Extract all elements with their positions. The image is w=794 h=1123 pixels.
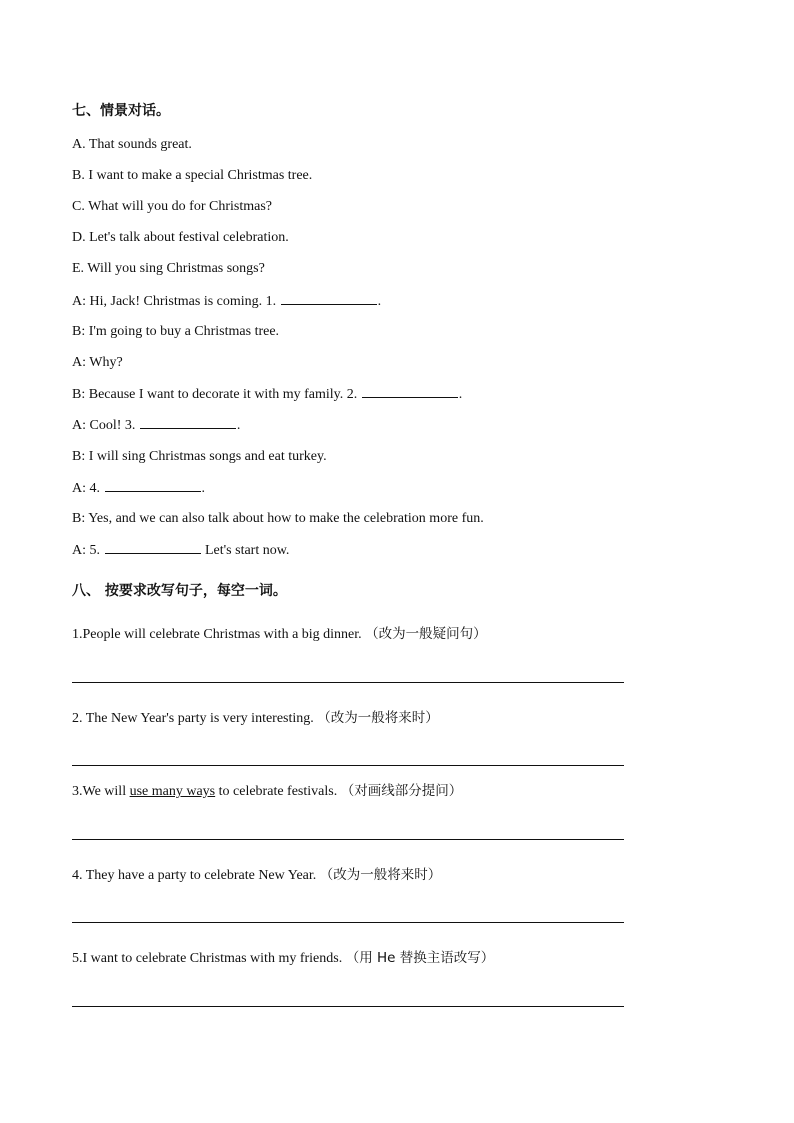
question-5-text: 5.I want to celebrate Christmas with my friends. <box>72 951 346 966</box>
question-2-note: （改为一般将来时） <box>317 710 439 726</box>
question-4-text: 4. They have a party to celebrate New Year. <box>72 868 320 883</box>
dialogue-line-4 <box>72 385 462 404</box>
question-4 <box>72 866 441 885</box>
question-3 <box>72 782 462 801</box>
dialogue-line-7 <box>72 479 205 498</box>
option-a: A. That sounds great. <box>72 137 192 152</box>
dialogue-line-5-end: . <box>236 418 241 433</box>
answer-line-1[interactable] <box>72 682 624 683</box>
question-3-note: （对画线部分提问） <box>340 783 463 799</box>
section-8-title: 八、 按要求改写句子，每空一词。 <box>72 583 287 599</box>
question-1-note: （改为一般疑问句） <box>365 626 487 642</box>
question-3-text-end: to celebrate festivals. <box>215 784 341 799</box>
question-4-note: （改为一般将来时） <box>319 867 442 883</box>
question-5-note: （用 He 替换主语改写） <box>345 950 495 966</box>
dialogue-line-1-end: . <box>377 294 382 309</box>
option-b: B. I want to make a special Christmas tree. <box>72 168 313 183</box>
blank-1[interactable] <box>281 292 377 305</box>
question-2-text: 2. The New Year's party is very interesting. <box>72 711 318 726</box>
dialogue-line-9-text: A: 5. <box>72 543 100 558</box>
question-3-underlined: use many ways <box>129 784 216 799</box>
question-5 <box>72 949 494 968</box>
option-e: E. Will you sing Christmas songs? <box>72 261 265 276</box>
dialogue-line-5 <box>72 416 240 435</box>
question-2 <box>72 709 439 728</box>
section-7-title: 七、情景对话。 <box>72 103 170 119</box>
dialogue-line-7-end: . <box>201 481 205 496</box>
dialogue-line-1-text: A: Hi, Jack! Christmas is coming. 1. <box>72 294 277 309</box>
question-3-text-start: 3.We will <box>72 784 130 799</box>
dialogue-line-5-text: A: Cool! 3. <box>72 418 136 433</box>
question-1-text: 1.People will celebrate Christmas with a big dinner. <box>72 627 366 642</box>
answer-line-4[interactable] <box>72 922 624 923</box>
blank-4[interactable] <box>105 479 201 492</box>
answer-line-2[interactable] <box>72 765 624 766</box>
dialogue-line-4-end: . <box>458 387 463 402</box>
dialogue-line-9 <box>72 541 289 560</box>
dialogue-line-2: B: I'm going to buy a Christmas tree. <box>72 324 280 339</box>
blank-2[interactable] <box>362 385 458 398</box>
blank-3[interactable] <box>140 416 236 429</box>
answer-line-5[interactable] <box>72 1006 624 1007</box>
dialogue-line-8: B: Yes, and we can also talk about how to make the celebration more fun. <box>72 511 484 526</box>
dialogue-line-1 <box>72 292 381 311</box>
question-1 <box>72 625 487 644</box>
blank-5[interactable] <box>105 541 201 554</box>
dialogue-line-7-text: A: 4. <box>72 481 100 496</box>
dialogue-line-3: A: Why? <box>72 355 123 370</box>
dialogue-line-9-end: Let's start now. <box>205 543 290 558</box>
option-d: D. Let's talk about festival celebration. <box>72 230 289 245</box>
option-c: C. What will you do for Christmas? <box>72 199 272 214</box>
answer-line-3[interactable] <box>72 839 624 840</box>
dialogue-line-6: B: I will sing Christmas songs and eat turkey. <box>72 449 327 464</box>
dialogue-line-4-text: B: Because I want to decorate it with my family. 2. <box>72 387 358 402</box>
